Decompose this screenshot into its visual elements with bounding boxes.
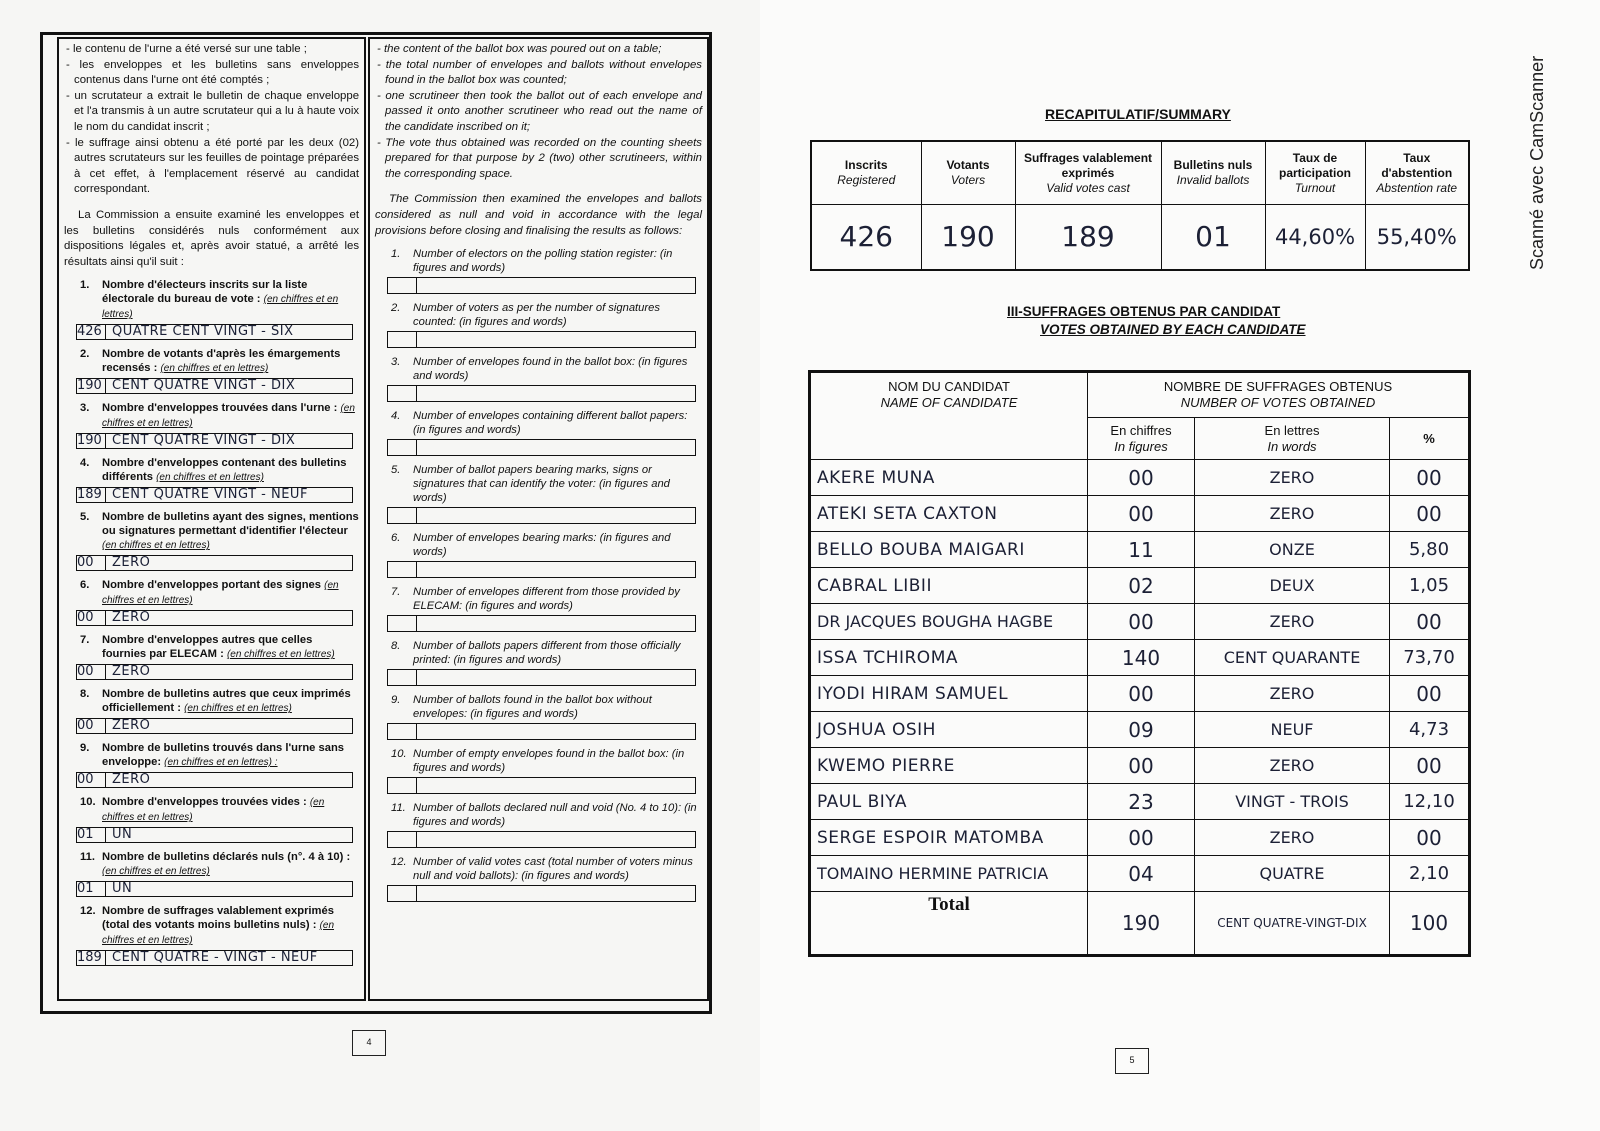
answer-box [387,439,696,456]
header-votes [1088,372,1470,418]
answer-box [76,555,353,571]
answer-figure-empty [388,886,417,901]
summary-header-en: Turnout [1294,180,1336,195]
item-hint: (en chiffres et en lettres) [160,363,269,375]
candidate-name: CABRAL LIBII [810,568,1088,604]
item-number: 11. [80,851,95,864]
summary-header-en: Invalid ballots [1176,173,1250,187]
english-item [375,855,702,883]
en-intro-bullet: - the content of the ballot box was poured out on a table; [377,43,662,55]
answer-box [76,950,353,966]
candidate-figures: 02 [1088,568,1195,604]
item-label-text: Nombre d'enveloppes autres que celles fournies par ELECAM : [102,634,313,661]
french-items [64,278,359,966]
summary-header [1161,141,1265,205]
en-intro-bullet: - The vote thus obtained was recorded on the counting sheets prepared for that purpose by 2 (two) other scrutineers, within the corresponding space. [377,136,702,180]
french-item [64,904,359,948]
item-hint: (en chiffres et en lettres) [226,649,335,661]
item-label: Number of ballot papers bearing marks, signs or signatures that can identify the voter: (in figures and words) [413,464,670,505]
french-item [64,401,359,431]
summary-header [811,141,921,205]
candidate-name: TOMAINO HERMINE PATRICIA [810,856,1088,892]
candidates-table [808,370,1471,957]
candidate-percent: 73,70 [1390,640,1470,676]
candidate-figures: 11 [1088,532,1195,568]
answer-words: CENT QUATRE VINGT - NEUF [112,487,308,503]
item-number: 6. [80,579,90,592]
candidate-name: DR JACQUES BOUGHA HAGBE [810,604,1088,640]
candidate-words: ZERO [1195,460,1390,496]
item-number: 5. [391,464,401,477]
item-label: Number of ballots found in the ballot box without envelopes: (in figures and words) [413,694,652,721]
total-words: CENT QUATRE-VINGT-DIX [1195,892,1390,956]
header-name-fr: NOM DU CANDIDAT [888,379,1010,394]
english-commission-text: The Commission then examined the envelopes and ballots considered as null and void in accordance with the legal provisions before closing and finalising the results as follows: [375,193,702,237]
answer-words: CENT QUATRE VINGT - DIX [112,433,296,449]
answer-figure: 426 [77,325,106,339]
answer-box [387,831,696,848]
summary-header-en: Registered [837,173,896,187]
candidate-name: KWEMO PIERRE [810,748,1088,784]
candidate-words: QUATRE [1195,856,1390,892]
candidate-words: CENT QUARANTE [1195,640,1390,676]
candidate-row [810,496,1470,532]
answer-words: ZERO [112,772,151,788]
french-item [64,687,359,716]
header-percent: % [1390,418,1470,460]
item-label: Number of envelopes containing different ballot papers: (in figures and words) [413,410,688,437]
candidate-figures: 00 [1088,676,1195,712]
item-label: Number of electors on the polling station register: (in figures and words) [413,248,673,275]
english-item [375,531,702,559]
item-label-text: Nombre de bulletins ayant des signes, mentions ou signatures permettant d'identifier l'électeur [102,511,359,538]
answer-figure-empty [388,778,417,793]
french-item [64,850,359,879]
left-page [0,0,760,1131]
item-label [102,850,359,879]
summary-table [810,140,1470,271]
candidate-words: NEUF [1195,712,1390,748]
item-label [102,401,359,431]
english-item [375,585,702,613]
candidate-name: ISSA TCHIROMA [810,640,1088,676]
item-label: Number of voters as per the number of signatures counted: (in figures and words) [413,302,660,329]
page-number: 5 [1115,1048,1149,1074]
answer-box [387,277,696,294]
item-number: 5. [80,511,90,524]
candidate-percent: 00 [1390,820,1470,856]
item-label-text: Nombre d'électeurs inscrits sur la liste électorale du bureau de vote : [102,279,308,306]
section-title-en: VOTES OBTAINED BY EACH CANDIDATE [1040,322,1306,337]
answer-box [387,669,696,686]
candidate-name: AKERE MUNA [810,460,1088,496]
summary-header-fr: Taux de participation [1278,150,1351,180]
en-intro-bullet: - one scrutineer then took the ballot out of each envelope and passed it onto another scrutineer who read out the name of the candidate inscribed on it; [377,89,702,133]
item-hint: (en chiffres et en lettres) [184,703,292,715]
candidate-name: PAUL BIYA [810,784,1088,820]
item-label: Number of envelopes bearing marks: (in figures and words) [413,532,671,559]
answer-figure-empty [388,562,417,577]
candidate-figures: 00 [1088,820,1195,856]
header-figures [1088,418,1195,460]
candidate-row [810,568,1470,604]
french-item [64,633,359,662]
fr-intro-bullet: - un scrutateur a extrait le bulletin de chaque enveloppe et l'a transmis à un autre scrutateur qui a lu à haute voix le nom du candidat inscrit ; [66,89,360,133]
answer-box [387,885,696,902]
summary-value: 189 [1015,205,1161,271]
candidate-words: ONZE [1195,532,1390,568]
answer-words: CENT QUATRE - VINGT - NEUF [112,950,318,966]
item-label [102,795,359,825]
answer-figure-empty [388,332,417,347]
candidate-figures: 23 [1088,784,1195,820]
answer-words: CENT QUATRE VINGT - DIX [112,378,296,394]
answer-figure: 01 [77,882,106,896]
answer-words: UN [112,827,133,843]
summary-value: 190 [921,205,1015,271]
candidate-percent: 1,05 [1390,568,1470,604]
answer-box [387,561,696,578]
answer-figure-empty [388,724,417,739]
candidate-words: DEUX [1195,568,1390,604]
answer-figure: 00 [77,556,106,570]
total-percent: 100 [1390,892,1470,956]
english-item [375,747,702,775]
summary-header-fr: Votants [946,158,990,172]
header-votes-fr: NOMBRE DE SUFFRAGES OBTENUS [1163,379,1393,394]
item-label [102,278,359,322]
candidate-percent: 00 [1390,496,1470,532]
answer-figure-empty [388,386,417,401]
candidate-row [810,676,1470,712]
candidate-percent: 2,10 [1390,856,1470,892]
english-column [368,37,709,1001]
item-number: 8. [391,640,401,653]
english-item [375,247,702,275]
answer-box [76,487,353,503]
item-number: 12. [80,905,96,918]
candidate-name: BELLO BOUBA MAIGARI [810,532,1088,568]
item-number: 6. [391,532,401,545]
header-words-en: In words [1267,438,1317,454]
summary-header [1365,141,1469,205]
candidate-words: ZERO [1195,676,1390,712]
candidate-figures: 00 [1088,496,1195,532]
candidate-percent: 00 [1390,604,1470,640]
candidate-row [810,748,1470,784]
english-intro [375,42,702,182]
header-words [1195,418,1390,460]
item-label [102,347,359,376]
answer-figure-empty [388,278,417,293]
candidate-percent: 00 [1390,748,1470,784]
item-label: Number of ballots declared null and void (No. 4 to 10): (in figures and words) [413,802,697,829]
answer-figure: 189 [77,488,106,502]
candidate-words: VINGT - TROIS [1195,784,1390,820]
french-item [64,347,359,376]
answer-box [387,777,696,794]
candidate-row [810,784,1470,820]
summary-header-en: Abstention rate [1376,180,1458,195]
answer-words: ZERO [112,610,151,626]
answer-words: ZERO [112,664,151,680]
answer-box [387,507,696,524]
item-number: 9. [80,742,90,755]
item-label [102,578,359,608]
item-label-text: Nombre de bulletins trouvés dans l'urne sans enveloppe: [102,742,345,769]
candidate-name: IYODI HIRAM SAMUEL [810,676,1088,712]
header-figures-fr: En chiffres [1110,422,1172,438]
item-label-text: Nombre de suffrages valablement exprimés (total des votants moins bulletins nuls) : [102,905,334,932]
candidate-words: ZERO [1195,604,1390,640]
item-number: 4. [391,410,401,423]
item-hint: (en chiffres et en lettres) [102,403,355,430]
answer-box [76,881,353,897]
answer-box [76,324,353,340]
answer-figure-empty [388,440,417,455]
french-item [64,278,359,322]
candidate-figures: 140 [1088,640,1195,676]
summary-value: 55,40% [1365,205,1469,271]
answer-figure: 00 [77,665,106,679]
item-number: 9. [391,694,401,707]
header-votes-en: NUMBER OF VOTES OBTAINED [1180,395,1376,410]
candidate-row [810,604,1470,640]
candidate-row [810,640,1470,676]
answer-figure: 00 [77,773,106,787]
answer-figure-empty [388,616,417,631]
header-name-en: NAME OF CANDIDATE [880,395,1018,410]
item-number: 7. [80,634,90,647]
header-name [810,372,1088,460]
french-item [64,795,359,825]
total-row [810,892,1470,956]
item-label [102,687,359,716]
summary-header [1265,141,1365,205]
item-label: Number of empty envelopes found in the ballot box: (in figures and words) [413,748,685,775]
answer-words: ZERO [112,555,151,571]
item-label [102,633,359,662]
item-label-text: Nombre de bulletins autres que ceux imprimés officiellement : [102,688,351,715]
item-number: 1. [391,248,401,261]
summary-value: 01 [1161,205,1265,271]
item-label: Number of valid votes cast (total number of voters minus null and void ballots): (in figures and words) [413,856,693,883]
english-items [375,247,702,902]
answer-box [76,610,353,626]
item-label-text: Nombre de votants d'après les émargements recensés : [102,348,341,375]
answer-figure: 00 [77,719,106,733]
candidate-row [810,532,1470,568]
item-label: Number of envelopes found in the ballot box: (in figures and words) [413,356,688,383]
item-hint: (en chiffres et en lettres) [102,797,325,824]
summary-header-en: Valid votes cast [1046,180,1130,195]
answer-figure: 190 [77,379,106,393]
candidate-percent: 12,10 [1390,784,1470,820]
answer-figure: 189 [77,951,106,965]
english-item [375,801,702,829]
item-number: 12. [391,856,407,869]
french-commission-text: La Commission a ensuite examiné les enveloppes et les bulletins considérés nuls conformément aux dispositions légales et, après avoir statué, a arrêté les résultats ainsi qu'il suit : [64,208,360,268]
answer-box [76,772,353,788]
answer-words: QUATRE CENT VINGT - SIX [112,324,294,340]
english-item [375,693,702,721]
en-intro-bullet: - the total number of envelopes and ballots without envelopes found in the ballot box was counted; [377,58,702,87]
page-number: 4 [352,1030,386,1056]
summary-header [921,141,1015,205]
answer-words: UN [112,881,133,897]
summary-value: 426 [811,205,921,271]
answer-figure-empty [388,508,417,523]
answer-words: ZERO [112,718,151,734]
candidate-figures: 09 [1088,712,1195,748]
item-number: 3. [391,356,401,369]
summary-header-fr: Taux d'abstention [1381,150,1453,180]
item-number: 3. [80,402,90,415]
item-number: 10. [80,796,96,809]
item-hint: (en chiffres et en lettres) [102,580,339,607]
candidate-words: ZERO [1195,748,1390,784]
french-column [57,37,366,1001]
total-figures: 190 [1088,892,1195,956]
french-item [64,578,359,608]
french-intro [64,42,359,198]
candidate-figures: 04 [1088,856,1195,892]
french-item [64,456,359,485]
item-hint: (en chiffres et en lettres) [102,920,335,947]
candidate-figures: 00 [1088,748,1195,784]
answer-box [387,723,696,740]
candidate-name: ATEKI SETA CAXTON [810,496,1088,532]
candidate-name: JOSHUA OSIH [810,712,1088,748]
item-label-text: Nombre d'enveloppes trouvées dans l'urne : [102,402,338,415]
item-hint: (en chiffres et en lettres) [156,472,264,484]
answer-figure: 190 [77,434,106,448]
item-hint: (en chiffres et en lettres) : [164,757,278,769]
answer-figure-empty [388,832,417,847]
answer-box [387,615,696,632]
total-label: Total [810,892,1088,956]
summary-title: RECAPITULATIF/SUMMARY [1045,106,1231,122]
item-number: 2. [80,348,90,361]
summary-header-fr: Suffrages valablement exprimés [1023,150,1153,180]
item-label [102,904,359,948]
section-title-fr: III-SUFFRAGES OBTENUS PAR CANDIDAT [1007,304,1281,319]
candidate-percent: 00 [1390,676,1470,712]
summary-header-fr: Inscrits [844,158,888,172]
candidate-words: ZERO [1195,496,1390,532]
item-label [102,510,359,553]
header-figures-en: In figures [1114,438,1168,454]
candidate-words: ZERO [1195,820,1390,856]
candidate-row [810,712,1470,748]
right-page [760,0,1600,1131]
fr-intro-bullet: - les enveloppes et les bulletins sans enveloppes contenus dans l'urne ont été comptés ; [66,58,360,87]
item-label: Number of envelopes different from those provided by ELECAM: (in figures and words) [413,586,680,613]
summary-header [1015,141,1161,205]
item-number: 10. [391,748,407,761]
fr-intro-bullet: - le suffrage ainsi obtenu a été porté par les deux (02) autres scrutateurs sur les feuilles de pointage préparées à cet effet, à l'emplacement réservé au candidat correspondant. [66,136,360,196]
english-item [375,639,702,667]
english-item [375,409,702,437]
answer-figure: 00 [77,611,106,625]
candidate-name: SERGE ESPOIR MATOMBA [810,820,1088,856]
english-item [375,301,702,329]
candidate-row [810,856,1470,892]
item-number: 1. [80,279,90,292]
answer-box [76,378,353,394]
item-label-text: Nombre d'enveloppes trouvées vides : [102,796,307,809]
candidate-percent: 5,80 [1390,532,1470,568]
candidate-row [810,460,1470,496]
item-label-text: Nombre d'enveloppes portant des signes [102,579,321,592]
answer-box [387,385,696,402]
item-number: 2. [391,302,401,315]
french-item [64,741,359,770]
answer-box [76,664,353,680]
answer-box [76,718,353,734]
french-item [64,510,359,553]
item-number: 7. [391,586,401,599]
candidate-percent: 4,73 [1390,712,1470,748]
item-label-text: Nombre de bulletins déclarés nuls (n°. 4 à 10) : [102,851,351,864]
item-hint: (en chiffres et en lettres) [102,866,210,878]
item-number: 4. [80,457,90,470]
answer-figure: 01 [77,828,106,842]
summary-value: 44,60% [1265,205,1365,271]
answer-figure-empty [388,670,417,685]
item-hint: (en chiffres et en lettres) [102,294,339,321]
item-label: Number of ballots papers different from those officially printed: (in figures and words) [413,640,681,667]
summary-header-fr: Bulletins nuls [1173,158,1253,172]
header-words-fr: En lettres [1264,422,1320,438]
candidate-figures: 00 [1088,604,1195,640]
item-number: 8. [80,688,90,701]
answer-box [387,331,696,348]
candidate-figures: 00 [1088,460,1195,496]
item-label [102,456,359,485]
item-hint: (en chiffres et en lettres) [102,540,210,552]
item-label-text: Nombre d'enveloppes contenant des bulletins différents [102,457,347,484]
candidate-row [810,820,1470,856]
english-item [375,355,702,383]
left-page-frame [40,32,712,1014]
camscanner-watermark: Scanné avec CamScanner [1527,55,1547,270]
item-label [102,741,359,770]
english-item [375,463,702,505]
item-number: 11. [391,802,406,815]
summary-header-en: Voters [950,173,986,187]
answer-box [76,433,353,449]
answer-box [76,827,353,843]
candidate-percent: 00 [1390,460,1470,496]
fr-intro-bullet: - le contenu de l'urne a été versé sur une table ; [66,43,307,55]
